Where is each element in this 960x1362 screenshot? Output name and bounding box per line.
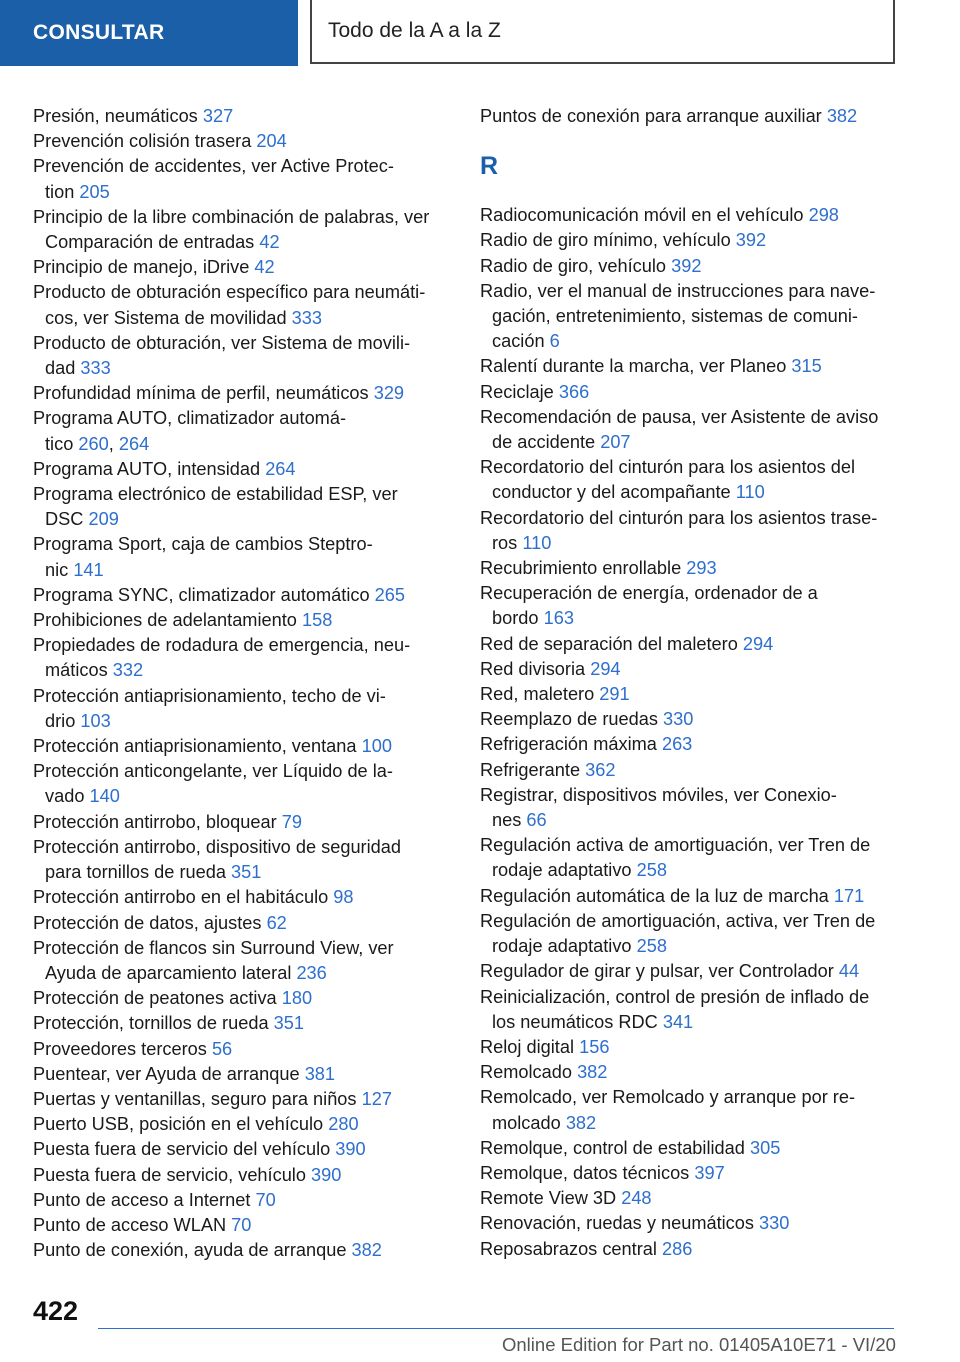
index-entry [33,280,448,330]
index-entry-text: Prevención de accidentes, ver Active Protec- [33,156,394,177]
index-entry-text: Remolque, datos técnicos [480,1162,690,1183]
index-entry [33,1213,448,1238]
page-link[interactable]: 293 [686,558,717,579]
page-link[interactable]: 156 [579,1036,610,1057]
index-entry [480,506,898,556]
index-entry-text: Radio de giro mínimo, vehículo [480,230,731,251]
index-entry-text: Principio de la libre combinación de palabras, ver [33,206,430,227]
section-tab[interactable] [0,0,298,66]
index-entry-text: drio [45,710,76,731]
index-entry-text: Remolque, control de estabilidad [480,1137,745,1158]
index-entry-text: Ayuda de aparcamiento lateral [45,962,292,983]
index-entry-text: Programa AUTO, intensidad [33,458,261,479]
page-link[interactable]: 381 [304,1063,336,1084]
page-link[interactable]: 351 [231,862,262,883]
index-entry-text: cación [492,331,545,352]
index-entry-text: Remolcado [480,1062,572,1083]
index-entry-text: Protección antirrobo, dispositivo de seguridad [33,836,402,857]
index-entry-text: Recomendación de pausa, ver Asistente de aviso [480,406,879,427]
index-entry-text: Propiedades de rodadura de emergencia, neu- [33,635,411,656]
page-link[interactable]: 298 [808,205,839,226]
index-entry [480,279,898,355]
index-entry-text: Recuperación de energía, ordenador de a [480,583,818,604]
index-entry [480,254,898,279]
index-entry-text: Ralentí durante la marcha, ver Planeo [480,356,787,377]
index-entry-text: Programa electrónico de estabilidad ESP, ver [33,484,398,505]
index-entry [33,810,448,835]
index-entry [480,228,898,253]
index-entry [33,583,448,608]
page-link[interactable]: 110 [522,532,552,553]
index-entry [480,203,898,228]
page-link[interactable]: 100 [361,736,392,757]
index-entry-text: Reemplazo de ruedas [480,709,658,730]
page-link[interactable]: 341 [662,1011,694,1032]
page-link[interactable]: 62 [266,912,287,933]
page-link[interactable]: 42 [254,257,275,278]
index-entry-text: Presión, neumáticos [33,106,198,126]
index-entry [33,154,448,204]
page-link[interactable]: 171 [833,885,865,906]
index-entry [33,734,448,759]
index-entry-text: Renovación, ruedas y neumáticos [480,1213,754,1234]
index-entry [480,985,898,1035]
index-entry [480,1035,898,1060]
index-entry-text: Puesta fuera de servicio del vehículo [33,1139,331,1160]
index-entry-text: Red, maletero [480,684,595,705]
index-entry [33,205,448,255]
index-entry-text: gación, entretenimiento, sistemas de comuni- [492,306,858,327]
index-entry-text: Punto de acceso a Internet [33,1189,251,1210]
page-link[interactable]: 180 [281,988,313,1009]
index-entry-text: Remolcado, ver Remolcado y arranque por re- [480,1087,856,1108]
index-entry-text: Punto de conexión, ayuda de arranque [33,1240,347,1261]
index-entry [480,657,898,682]
index-entry [33,1112,448,1137]
index-entry [33,1087,448,1112]
page-link[interactable]: 79 [281,811,302,832]
index-entry-text: Reposabrazos central [480,1238,657,1259]
page-link[interactable]: 329 [373,383,405,404]
page-link[interactable]: 141 [73,559,104,580]
index-entry-text: rodaje adaptativo [492,936,632,957]
index-entry-text: DSC [45,509,84,530]
index-entry [33,759,448,809]
index-entry [480,1136,898,1161]
index-entry [480,104,898,129]
page-link[interactable]: 330 [663,709,694,730]
index-entry [480,833,898,883]
index-entry-text: Registrar, dispositivos móviles, ver Conexio- [480,784,837,805]
index-entry-text: Punto de acceso WLAN [33,1214,227,1235]
index-entry-text: ros [492,532,518,553]
page-link[interactable]: 366 [558,381,590,402]
page-link[interactable]: 163 [543,608,574,629]
page-link[interactable]: 70 [255,1189,276,1210]
index-entry-text: tion [45,181,75,202]
index-entry [480,354,898,379]
index-entry [480,682,898,707]
index-entry-text: Protección de peatones activa [33,988,277,1009]
index-entry [480,959,898,984]
index-entry-text: dad [45,358,76,379]
index-entry [33,1163,448,1188]
index-entry-text: Recordatorio del cinturón para los asientos del [480,457,856,478]
index-entry-text: Principio de manejo, iDrive [33,257,250,278]
footer-edition-text: Online Edition for Part no. 01405A10E71 - VI/20 [502,1334,896,1355]
page-link[interactable]: 70 [231,1214,252,1235]
index-entry-text: Radio, ver el manual de instrucciones para nave- [480,280,876,301]
index-entry [33,129,448,154]
index-entry [480,632,898,657]
index-entry-text: Refrigeración máxima [480,734,657,755]
page-link[interactable]: 264 [118,433,150,454]
index-entry-text: Prevención colisión trasera [33,131,252,152]
page-link[interactable]: 258 [636,936,667,957]
page-link[interactable]: 127 [361,1088,392,1109]
page-link[interactable]: 390 [311,1164,342,1185]
page-link[interactable]: 236 [296,962,327,983]
index-entry [33,255,448,280]
index-entry [33,1238,448,1263]
index-entry-text: Comparación de entradas [45,232,255,253]
index-entry [480,1186,898,1211]
index-entry-text: vado [45,786,85,807]
index-entry [480,556,898,581]
page-link[interactable]: 294 [742,633,774,654]
index-entry-text: Radio de giro, vehículo [480,255,667,276]
index-entry-text: molcado [492,1112,561,1133]
page-link[interactable]: 207 [600,432,631,453]
page-link[interactable]: 56 [211,1038,233,1059]
page-link[interactable]: 291 [599,684,630,705]
page-link[interactable]: 260 [78,433,109,454]
page-link[interactable]: 140 [89,786,120,807]
page-link[interactable]: 42 [259,232,280,253]
index-entry [33,482,448,532]
page-link[interactable]: 258 [636,860,667,881]
index-entry-text: Reloj digital [480,1036,575,1057]
index-entry-text: Puesta fuera de servicio, vehículo [33,1164,306,1185]
index-entry-text: Protección antiaprisionamiento, ventana [33,736,357,757]
index-entry-text: Producto de obturación específico para neumáti- [33,282,426,303]
page-link[interactable]: 382 [351,1240,382,1261]
index-entry [33,1137,448,1162]
index-entry-text: Recubrimiento enrollable [480,558,682,579]
page-number: 422 [33,1296,79,1326]
page-link[interactable]: 204 [256,131,287,152]
index-entry-text: Programa SYNC, climatizador automático [33,584,370,605]
page-link[interactable]: 382 [826,106,858,126]
index-entry-text: conductor y del acompañante [492,482,731,503]
index-entry [480,1085,898,1135]
index-entry-text: nic [45,559,69,580]
page-link[interactable]: 205 [79,181,110,202]
index-entry [480,1060,898,1085]
index-entry [33,885,448,910]
index-entry-text: cos, ver Sistema de movilidad [45,307,287,328]
index-entry [480,581,898,631]
page-link[interactable]: 110 [735,482,765,503]
page-link[interactable]: 248 [621,1188,652,1209]
index-entry-text: Protección, tornillos de rueda [33,1013,269,1034]
index-entry-text: los neumáticos RDC [492,1011,658,1032]
index-entry-text: Protección de flancos sin Surround View, ver [33,937,394,958]
page-link[interactable]: 66 [526,810,547,831]
page-link[interactable]: 362 [585,759,616,780]
index-entry-text: Protección antirrobo, bloquear [33,811,277,832]
page-link[interactable]: 327 [202,106,234,126]
index-entry [480,783,898,833]
index-entry-text: Reinicialización, control de presión de inflado de [480,986,870,1007]
index-entry [480,455,898,505]
index-entry: Programa AUTO, climatizador automá- tico 260, 264 [33,408,347,454]
index-entry [33,986,448,1011]
page-link[interactable]: 158 [301,610,333,631]
index-entry-text: Remote View 3D [480,1188,617,1209]
index-entry-text: Red divisoria [480,658,586,679]
page-link[interactable]: 286 [661,1238,693,1259]
index-entry-text: Puntos de conexión para arranque auxiliar [480,106,822,126]
index-entry-text: Profundidad mínima de perfil, neumáticos [33,383,369,404]
index-letter-heading: R [480,152,499,181]
index-entry-text: Protección anticongelante, ver Líquido de la- [33,761,393,782]
index-entry-text: de accidente [492,432,596,453]
index-entry-text: Regulación de amortiguación, activa, ver Tren de [480,910,876,931]
index-entry [33,911,448,936]
index-entry [480,405,898,455]
page-link[interactable]: 305 [749,1137,781,1158]
page-link[interactable]: 44 [838,961,860,982]
index-entry-text: Prohibiciones de adelantamiento [33,610,297,631]
index-entry [480,884,898,909]
index-entry [33,684,448,734]
page-link[interactable]: 263 [661,734,693,755]
index-entry [33,608,448,633]
index-column-left [33,104,448,1263]
index-entry [33,532,448,582]
index-entry-text: nes [492,810,522,831]
index-entry [33,104,448,129]
page-link[interactable]: 351 [273,1013,304,1034]
index-entry [480,380,898,405]
index-entry [33,835,448,885]
index-entry [480,909,898,959]
index-entry-text: Puertas y ventanillas, seguro para niños [33,1088,357,1109]
index-entry-text: Radiocomunicación móvil en el vehículo [480,205,804,226]
index-entry [480,1237,898,1262]
index-entry-text: Producto de obturación, ver Sistema de movili- [33,332,411,353]
page-link[interactable]: 392 [671,255,702,276]
page-link[interactable]: 390 [335,1139,366,1160]
index-entry [33,1062,448,1087]
page-link[interactable]: 280 [328,1114,359,1135]
chapter-title: Todo de la A a la Z [328,19,501,42]
page-link[interactable]: 98 [333,887,354,908]
chapter-title-box [310,0,895,64]
index-entry-text: Protección antiaprisionamiento, techo de vi- [33,685,386,706]
index-entry-text: para tornillos de rueda [45,862,226,883]
index-entry-text: Reciclaje [480,381,554,402]
index-entry-text: Regulación automática de la luz de marcha [480,885,829,906]
page-link[interactable]: 294 [590,658,621,679]
index-entry [480,1211,898,1236]
index-entry-text: Puentear, ver Ayuda de arranque [33,1063,300,1084]
index-entry [480,732,898,757]
index-entry-text: Programa Sport, caja de cambios Steptro- [33,534,373,555]
section-label: CONSULTAR [33,21,165,44]
index-entry [33,1037,448,1062]
page-link[interactable]: 315 [791,356,822,377]
page-link[interactable]: 382 [565,1112,597,1133]
index-entry [480,758,898,783]
index-entry-text: Red de separación del maletero [480,633,738,654]
index-entry-text: Refrigerante [480,759,581,780]
index-entry [33,457,448,482]
index-entry [480,1161,898,1186]
page-link[interactable]: 332 [112,660,144,681]
page-link[interactable]: 382 [577,1062,608,1083]
page-link[interactable]: 264 [265,458,296,479]
index-entry-text: Regulación activa de amortiguación, ver Tren de [480,835,871,856]
index-column-right [480,104,898,1262]
index-entry-text: Protección antirrobo en el habitáculo [33,887,329,908]
index-entry-text: tico [45,433,74,454]
page-link[interactable]: 392 [735,230,767,251]
index-entry-text: Recordatorio del cinturón para los asientos trase- [480,507,878,528]
index-entry [480,707,898,732]
page-link[interactable]: 397 [694,1162,725,1183]
index-entry-text: Programa AUTO, climatizador automá- [33,408,347,429]
index-entry-text: bordo [492,608,539,629]
index-entry-text: Regulador de girar y pulsar, ver Controlador [480,961,834,982]
index-entry [33,1188,448,1213]
page-link[interactable]: 333 [80,358,111,379]
index-entry [33,633,448,683]
index-entry [33,1011,448,1036]
index-entry-text: rodaje adaptativo [492,860,632,881]
page-link[interactable]: 265 [374,584,406,605]
page-link[interactable]: 6 [549,331,560,352]
page-link[interactable]: 330 [759,1213,790,1234]
page-link[interactable]: 103 [80,710,111,731]
index-entry-text: Puerto USB, posición en el vehículo [33,1114,324,1135]
index-entry-text: Proveedores terceros [33,1038,207,1059]
page-link[interactable]: 209 [88,509,119,530]
index-entry-text: máticos [45,660,108,681]
page-link[interactable]: 333 [291,307,323,328]
index-entry [33,331,448,381]
footer-divider [98,1328,894,1329]
index-entry [33,936,448,986]
index-entry [33,381,448,406]
index-entry-text: Protección de datos, ajustes [33,912,262,933]
